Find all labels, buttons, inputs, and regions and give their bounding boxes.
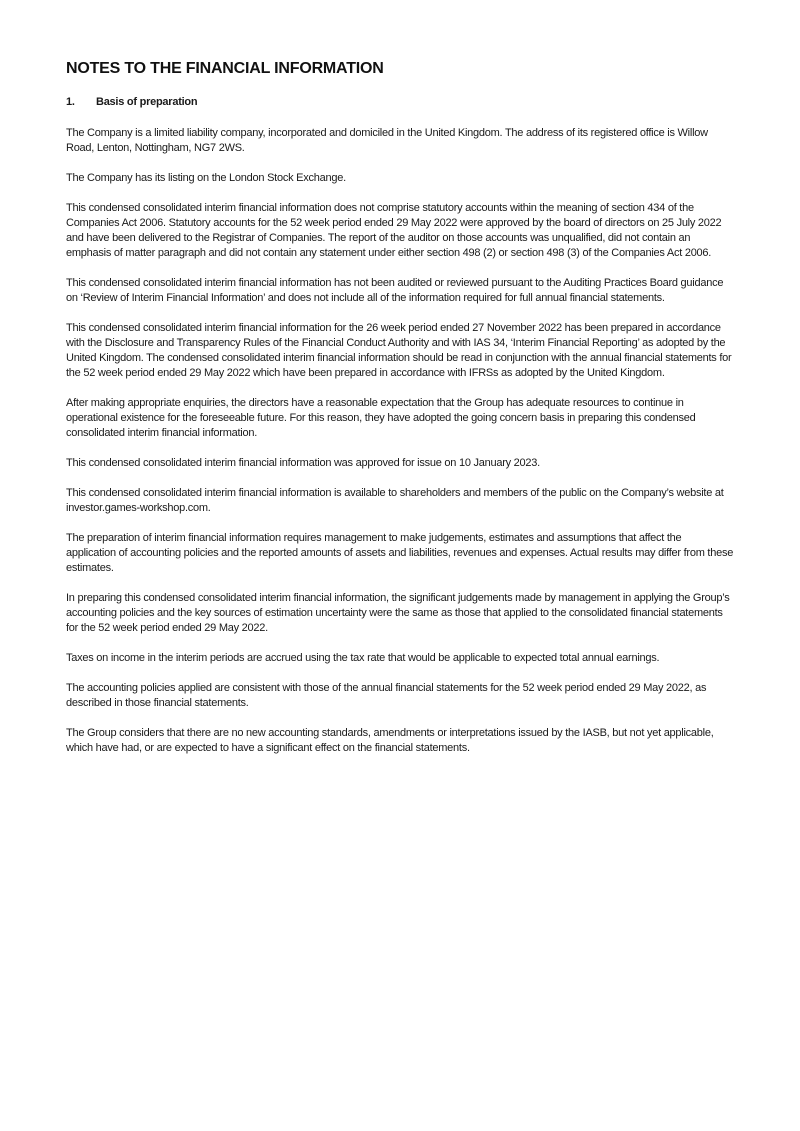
paragraph: The accounting policies applied are consistent with those of the annual financial statements for the 52 week period ended 29 May 2022, as described in those financial statements. [66, 682, 707, 709]
paragraph: This condensed consolidated interim financial information has not been audited or reviewed pursuant to the Auditing Practices Board guidance on ‘Review of Interim Financial Information’ and does not include all of the information required for full annual financial statements. [66, 277, 724, 304]
section-heading [66, 95, 734, 110]
paragraph: After making appropriate enquiries, the directors have a reasonable expectation that the Group has adequate resources to continue in operational existence for the foreseeable future. For this reason, they have adopted the going concern basis in preparing this condensed consolidated interim financial information. [66, 397, 696, 439]
paragraph: The Company has its listing on the London Stock Exchange. [66, 172, 346, 184]
paragraph: This condensed consolidated interim financial information is available to shareholders and members of the public on the Company’s website at investor.games-workshop.com. [66, 487, 724, 514]
paragraph: In preparing this condensed consolidated interim financial information, the significant judgements made by management in applying the Group’s accounting policies and the key sources of estimation uncertainty were the same as those that applied to the consolidated financial statements for the 52 week period ended 29 May 2022. [66, 592, 730, 634]
paragraph: The preparation of interim financial information requires management to make judgements, estimates and assumptions that affect the application of accounting policies and the reported amounts of assets and liabilities, revenues and expenses. Actual results may differ from these estimates. [66, 532, 734, 574]
paragraph: This condensed consolidated interim financial information for the 26 week period ended 27 November 2022 has been prepared in accordance with the Disclosure and Transparency Rules of the Financial Conduct Authority and with IAS 34, ‘Interim Financial Reporting’ as adopted by the United Kingdom. The condensed consolidated interim financial information should be read in conjunction with the annual financial statements for the 52 week period ended 29 May 2022 which have been prepared in accordance with IFRSs as adopted by the United Kingdom. [66, 322, 732, 379]
paragraph: This condensed consolidated interim financial information was approved for issue on 10 January 2023. [66, 457, 540, 469]
page-title: NOTES TO THE FINANCIAL INFORMATION [66, 60, 384, 77]
document-body [66, 126, 734, 756]
paragraph: The Group considers that there are no new accounting standards, amendments or interpretations issued by the IASB, but not yet applicable, which have had, or are expected to have a significant effect on the financial statements. [66, 727, 714, 754]
section-number: 1. [66, 96, 75, 108]
paragraph: Taxes on income in the interim periods are accrued using the tax rate that would be applicable to expected total annual earnings. [66, 652, 660, 664]
paragraph: The Company is a limited liability company, incorporated and domiciled in the United Kingdom. The address of its registered office is Willow Road, Lenton, Nottingham, NG7 2WS. [66, 127, 708, 154]
paragraph: This condensed consolidated interim financial information does not comprise statutory accounts within the meaning of section 434 of the Companies Act 2006. Statutory accounts for the 52 week period ended 29 May 2022 were approved by the board of directors on 25 July 2022 and have been delivered to the Registrar of Companies. The report of the auditor on those accounts was unqualified, did not contain an emphasis of matter paragraph and did not contain any statement under either section 498 (2) or section 498 (3) of the Companies Act 2006. [66, 202, 722, 259]
section-heading-label: Basis of preparation [96, 96, 198, 108]
